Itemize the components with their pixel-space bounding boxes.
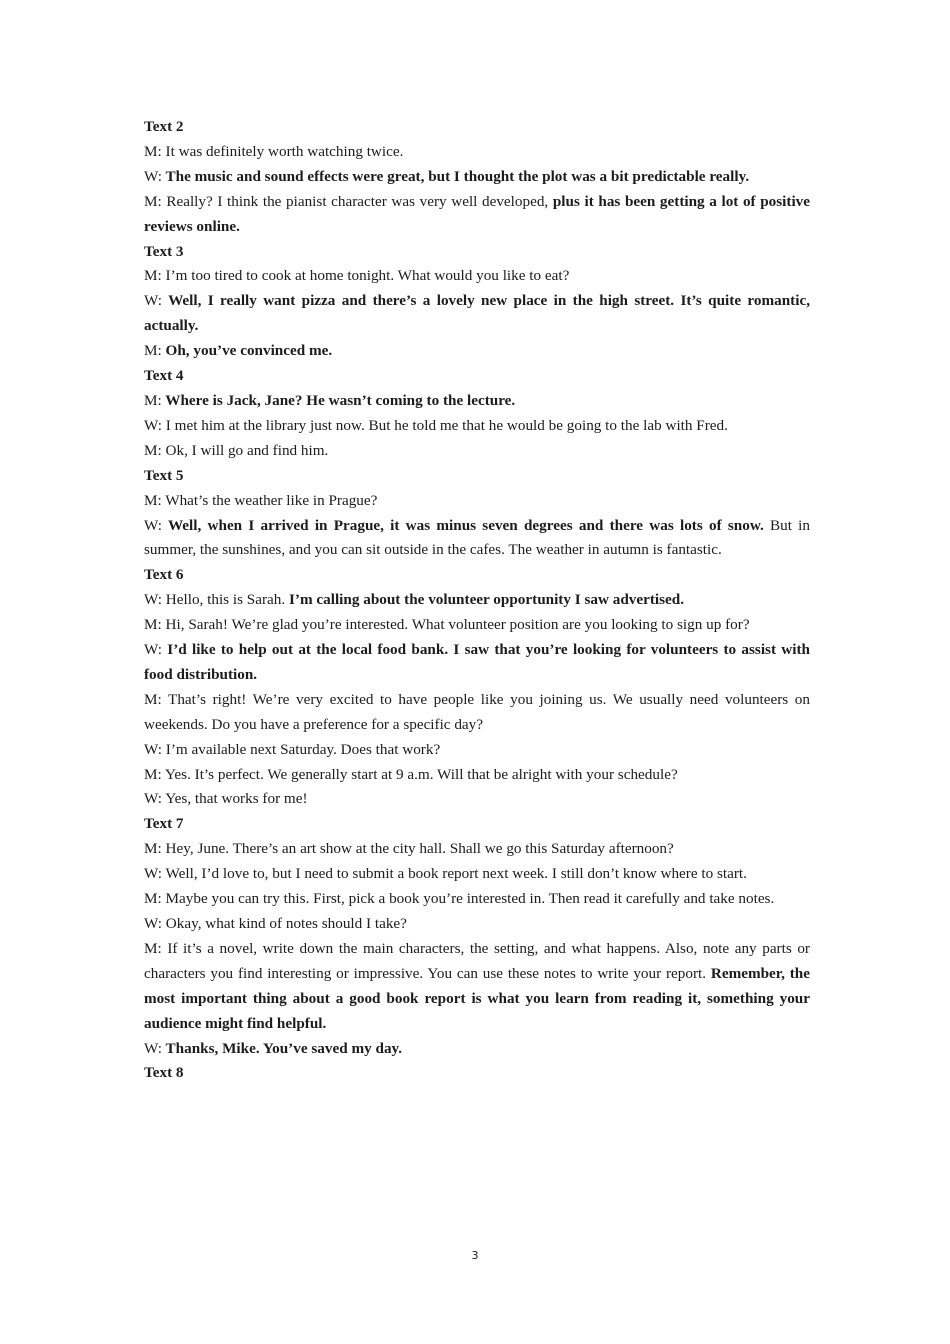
dialogue-line [144,140,810,165]
speaker-label: W: [144,915,162,932]
speaker-label: M: [144,939,162,957]
speaker-label: W: [144,516,162,534]
dialogue-text: Hi, Sarah! We’re glad you’re interested. What volunteer position are you looking to sign up for? [161,616,750,634]
dialogue-text: Okay, what kind of notes should I take? [162,915,407,932]
dialogue-text: If it’s a novel, write down the main characters, the setting, and what happens. Also, note any parts or characters you find interesting or impressive. You can use these notes to write your report. [144,939,810,982]
dialogue-text: I’m available next Saturday. Does that work? [162,740,441,758]
dialogue-line [144,787,810,812]
emphasized-text: Oh, you’ve convinced me. [161,342,333,360]
speaker-label: W: [144,591,162,609]
dialogue-line [144,688,810,738]
speaker-label: W: [144,865,162,883]
dialogue-line [144,264,810,289]
emphasized-text: The music and sound effects were great, but I thought the plot was a bit predictable really. [162,167,750,185]
section-heading: Text 7 [144,815,184,833]
dialogue-line [144,514,810,564]
dialogue-text: Maybe you can try this. First, pick a book you’re interested in. Then read it carefully and take notes. [161,890,775,908]
dialogue-text: What’s the weather like in Prague? [161,491,378,509]
section-heading: Text 2 [144,118,184,135]
dialogue-text: I met him at the library just now. But he told me that he would be going to the lab with Fred. [162,416,728,434]
emphasized-text: I’m calling about the volunteer opportunity I saw advertised. [288,591,685,609]
dialogue-line [144,389,810,414]
dialogue-line [144,738,810,763]
speaker-label: M: [144,391,162,409]
dialogue-line [144,887,810,912]
dialogue-line [144,339,810,364]
speaker-label: W: [144,790,162,808]
dialogue-text: But in summer, the sunshines, and you can sit outside in the cafes. The weather in autumn is fantastic. [144,516,810,559]
emphasized-text: plus it has been getting a lot of positive reviews online. [144,192,811,235]
emphasized-text: I’d like to help out at the local food bank. I saw that you’re looking for volunteers to assist with food distribution. [144,641,810,683]
section-heading: Text 8 [144,1064,184,1082]
dialogue-text: Yes, that works for me! [162,790,308,808]
speaker-label: W: [144,292,162,310]
dialogue-line [144,862,810,887]
speaker-label: M: [144,192,162,210]
dialogue-line [144,1037,810,1062]
dialogue-line [144,912,810,937]
dialogue-line [144,638,810,688]
speaker-label: M: [144,142,162,160]
dialogue-text: That’s right! We’re very excited to have people like you joining us. We usually need volunteers on weekends. Do you have a preference for a specific day? [144,690,810,733]
emphasized-text: Where is Jack, Jane? He wasn’t coming to the lecture. [161,391,516,409]
speaker-label: M: [144,441,162,459]
dialogue-line [144,937,810,1037]
speaker-label: M: [144,342,162,360]
dialogue-line [144,414,810,439]
speaker-label: M: [144,765,162,783]
dialogue-line [144,588,810,613]
page-number: 3 [471,1249,479,1262]
dialogue-text: Hey, June. There’s an art show at the city hall. Shall we go this Saturday afternoon? [161,840,674,858]
speaker-label: M: [144,840,162,858]
speaker-label: W: [144,167,162,185]
dialogue-line [144,763,810,788]
speaker-label: W: [144,641,162,659]
dialogue-text: Yes. It’s perfect. We generally start at 9 a.m. Will that be alright with your schedule? [161,765,678,783]
speaker-label: M: [144,690,162,708]
emphasized-text: Remember, the most important thing about a good book report is what you learn from reading it, something your audience might find helpful. [144,964,810,1032]
emphasized-text: Thanks, Mike. You’ve saved my day. [162,1039,403,1057]
speaker-label: M: [144,890,162,908]
section-heading: Text 3 [144,242,184,260]
emphasized-text: Well, I really want pizza and there’s a lovely new place in the high street. It’s quite romantic, actually. [144,292,810,335]
speaker-label: M: [144,267,162,285]
section-heading: Text 4 [144,367,184,385]
dialogue-text: It was definitely worth watching twice. [161,142,404,160]
dialogue-line [144,837,810,862]
document-body [144,115,810,1086]
dialogue-line [144,489,810,514]
emphasized-text: Well, when I arrived in Prague, it was minus seven degrees and there was lots of snow. [162,516,764,534]
speaker-label: M: [144,616,162,634]
dialogue-text: Hello, this is Sarah. [162,591,289,609]
dialogue-line [144,613,810,638]
section-heading: Text 5 [144,466,184,484]
dialogue-text: Really? I think the pianist character was very well developed, [161,192,553,210]
dialogue-line [144,439,810,464]
speaker-label: W: [144,416,162,434]
speaker-label: M: [144,491,162,509]
speaker-label: W: [144,740,162,758]
dialogue-line [144,289,810,339]
speaker-label: W: [144,1039,162,1057]
dialogue-line [144,190,810,240]
dialogue-text: Well, I’d love to, but I need to submit a book report next week. I still don’t know where to start. [162,865,747,883]
section-heading: Text 6 [144,566,184,584]
dialogue-text: I’m too tired to cook at home tonight. What would you like to eat? [161,267,570,285]
dialogue-text: Ok, I will go and find him. [161,441,329,459]
dialogue-line [144,165,810,190]
